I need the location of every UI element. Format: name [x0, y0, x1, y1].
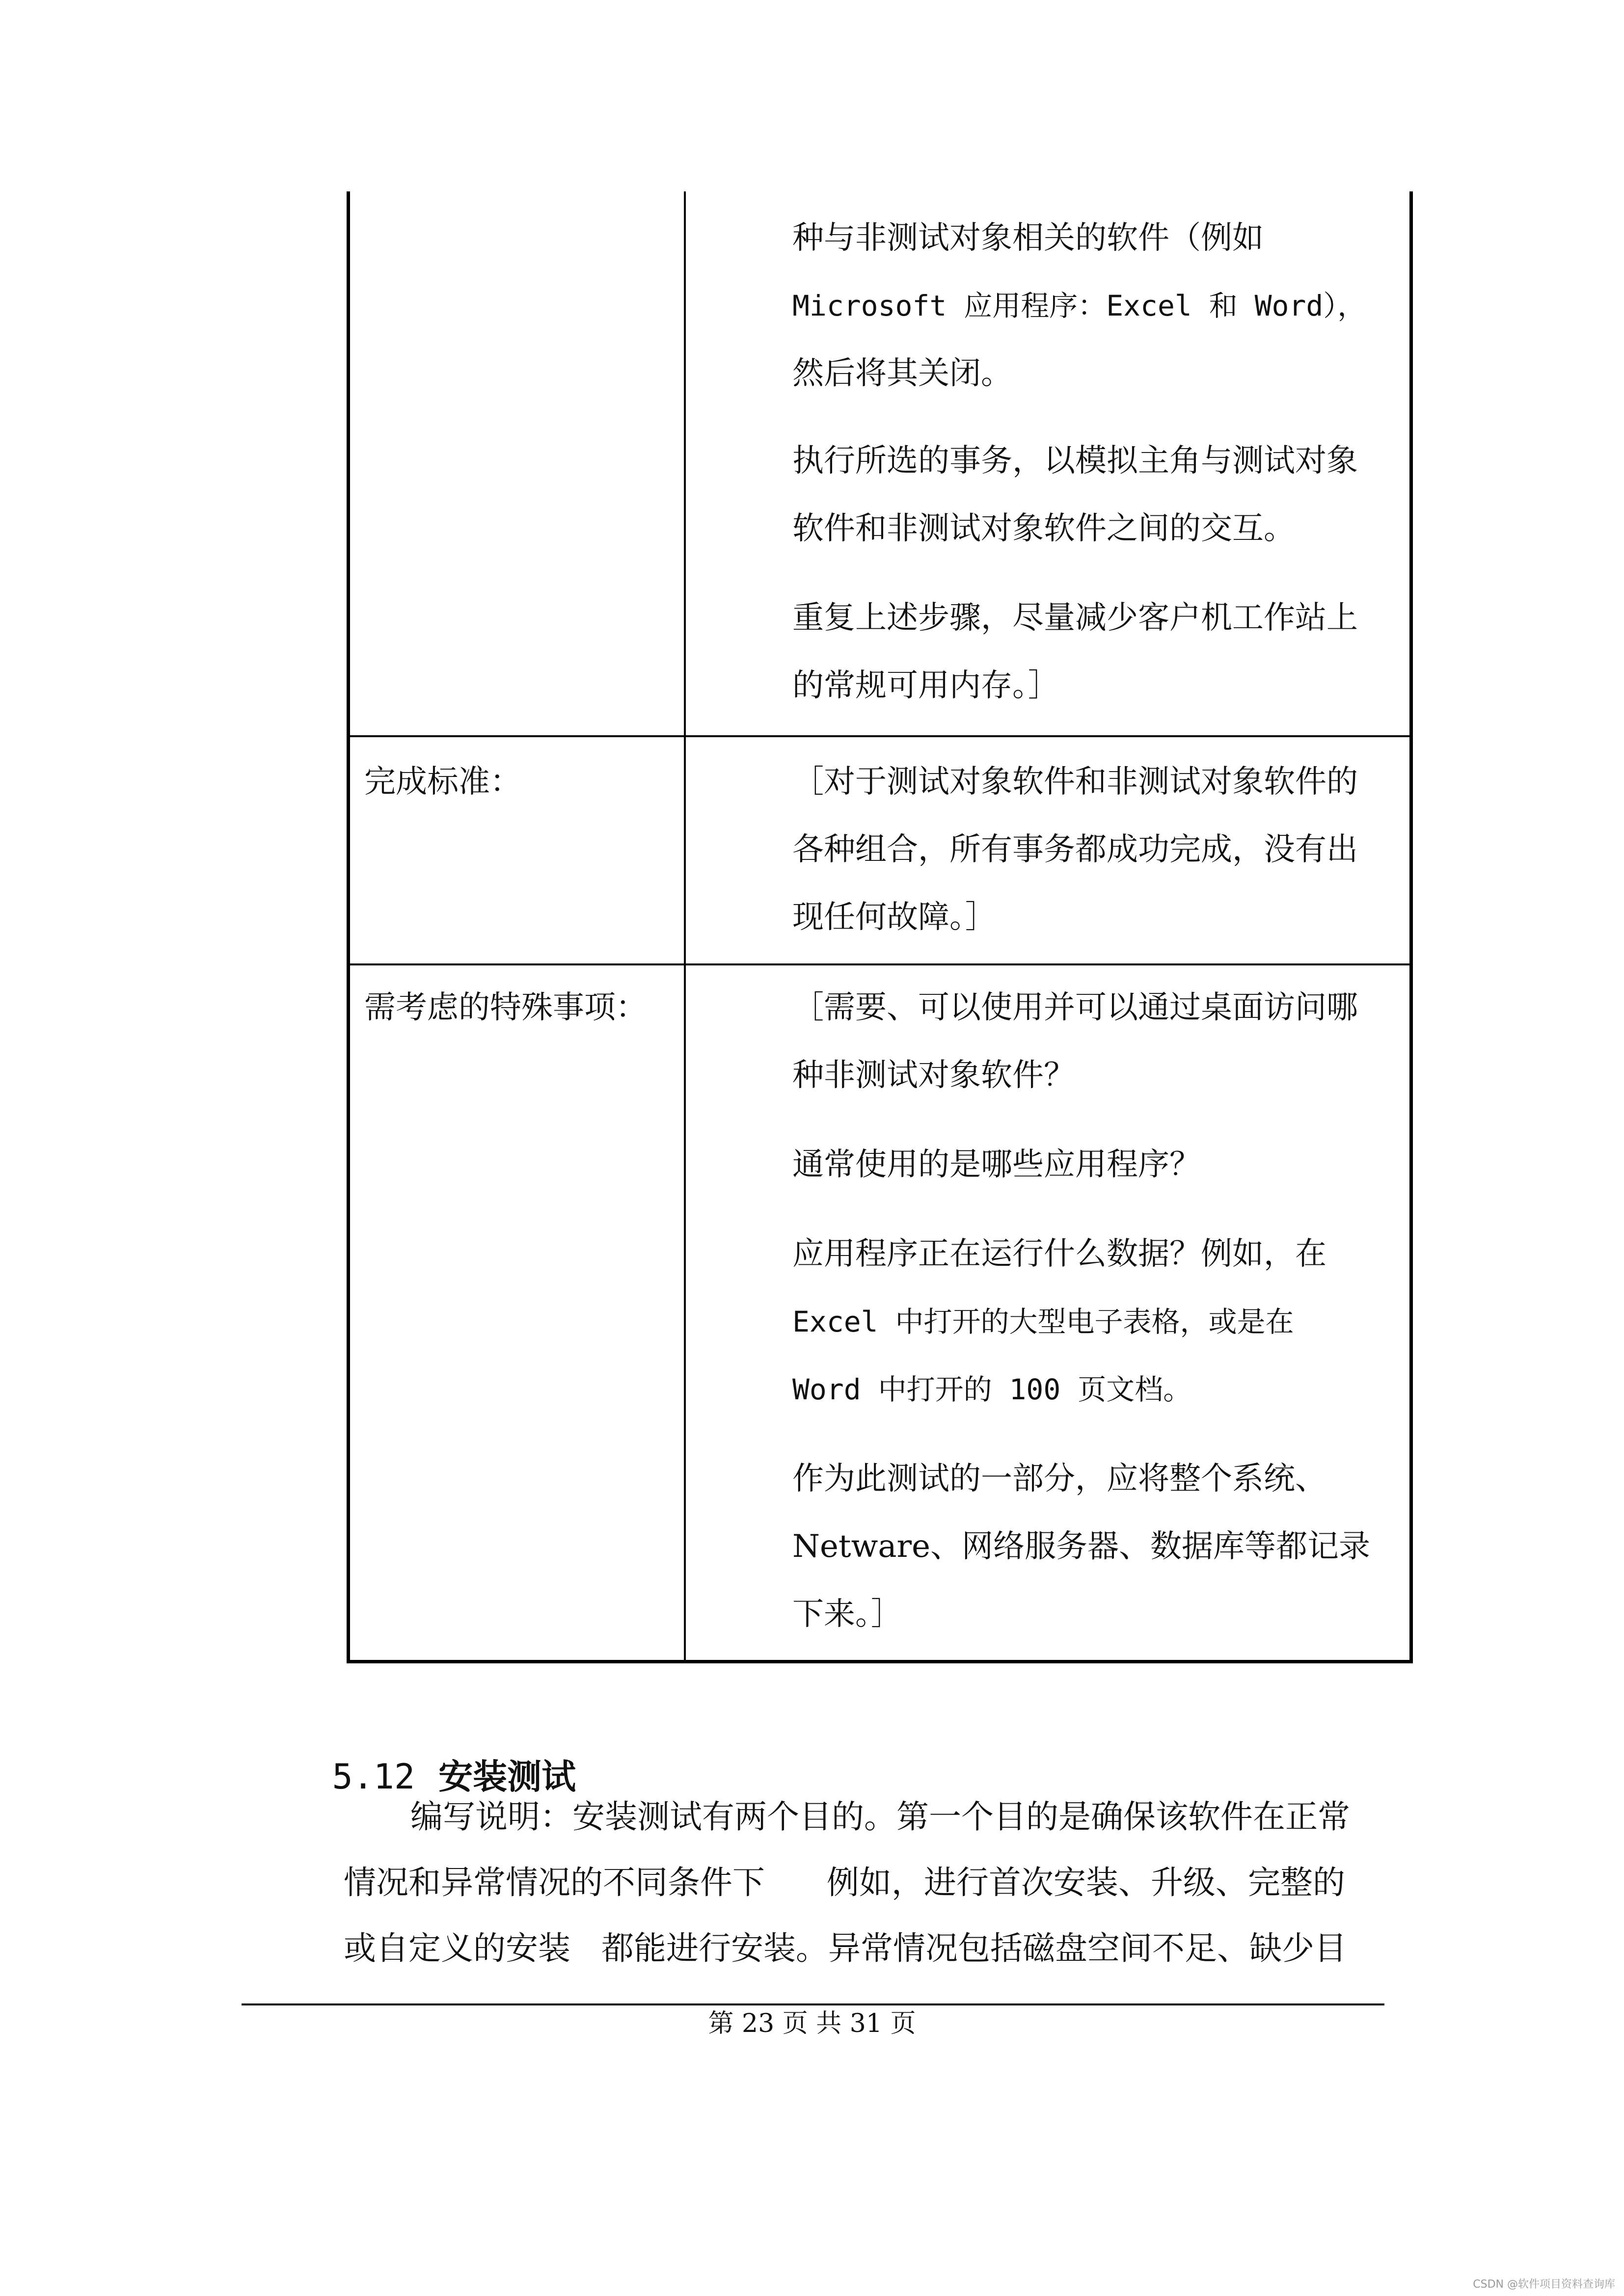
table-cell-line: ［需要、可以使用并可以通过桌面访问哪 [792, 989, 1358, 1026]
table-cell-line: Excel 中打开的大型电子表格，或是在 [792, 1305, 1294, 1338]
table-cell-line: 现任何故障。］ [792, 899, 997, 935]
table-cell-line: Netware、网络服务器、数据库等都记录 [792, 1528, 1370, 1565]
section-title: 安装测试 [438, 1757, 576, 1797]
table-cell-line: 种非测试对象软件？ [792, 1057, 1075, 1094]
table-cell-line: 应用程序正在运行什么数据？例如，在 [792, 1236, 1326, 1272]
table-cell-line: 的常规可用内存。］ [792, 667, 1059, 704]
watermark: CSDN @软件项目资料查询库 [1473, 2278, 1615, 2291]
table-cell-line: 执行所选的事务，以模拟主角与测试对象 [792, 443, 1358, 479]
section-number: 5.12 [332, 1757, 415, 1797]
special-considerations-label: 需考虑的特殊事项： [364, 989, 647, 1026]
table-cell-line: Microsoft 应用程序：Excel 和 Word）， [792, 289, 1366, 322]
completion-criteria-label: 完成标准： [364, 764, 521, 800]
body-text-line: 编写说明：安装测试有两个目的。第一个目的是确保该软件在正常 [410, 1798, 1350, 1836]
table-cell-line: 然后将其关闭。 [792, 355, 1012, 392]
page-number: 第 23 页 共 31 页 [708, 2009, 916, 2038]
footer-rule [242, 2003, 1384, 2005]
table-cell-line: 重复上述步骤，尽量减少客户机工作站上 [792, 600, 1358, 636]
table-cell-line: 通常使用的是哪些应用程序？ [792, 1147, 1201, 1183]
table-cell-line: ［对于测试对象软件和非测试对象软件的 [792, 764, 1358, 800]
row-divider-2 [350, 963, 1409, 965]
body-text-line: 情况和异常情况的不同条件下 例如，进行首次安装、升级、完整的 [344, 1864, 1345, 1901]
row-divider-1 [350, 735, 1409, 737]
body-text-line: 或自定义的安装 都能进行安装。异常情况包括磁盘空间不足、缺少目 [344, 1929, 1347, 1967]
table-cell-line: 作为此测试的一部分，应将整个系统、 [792, 1461, 1326, 1497]
table-cell-line: 各种组合，所有事务都成功完成，没有出 [792, 831, 1358, 868]
table-cell-line: 下来。］ [792, 1596, 902, 1632]
table-cell-line: Word 中打开的 100 页文档。 [792, 1373, 1192, 1406]
table-cell-line: 种与非测试对象相关的软件（例如 [792, 220, 1264, 256]
column-divider [684, 191, 686, 1660]
table-cell-line: 软件和非测试对象软件之间的交互。 [792, 510, 1295, 547]
section-heading [310, 1703, 576, 1801]
